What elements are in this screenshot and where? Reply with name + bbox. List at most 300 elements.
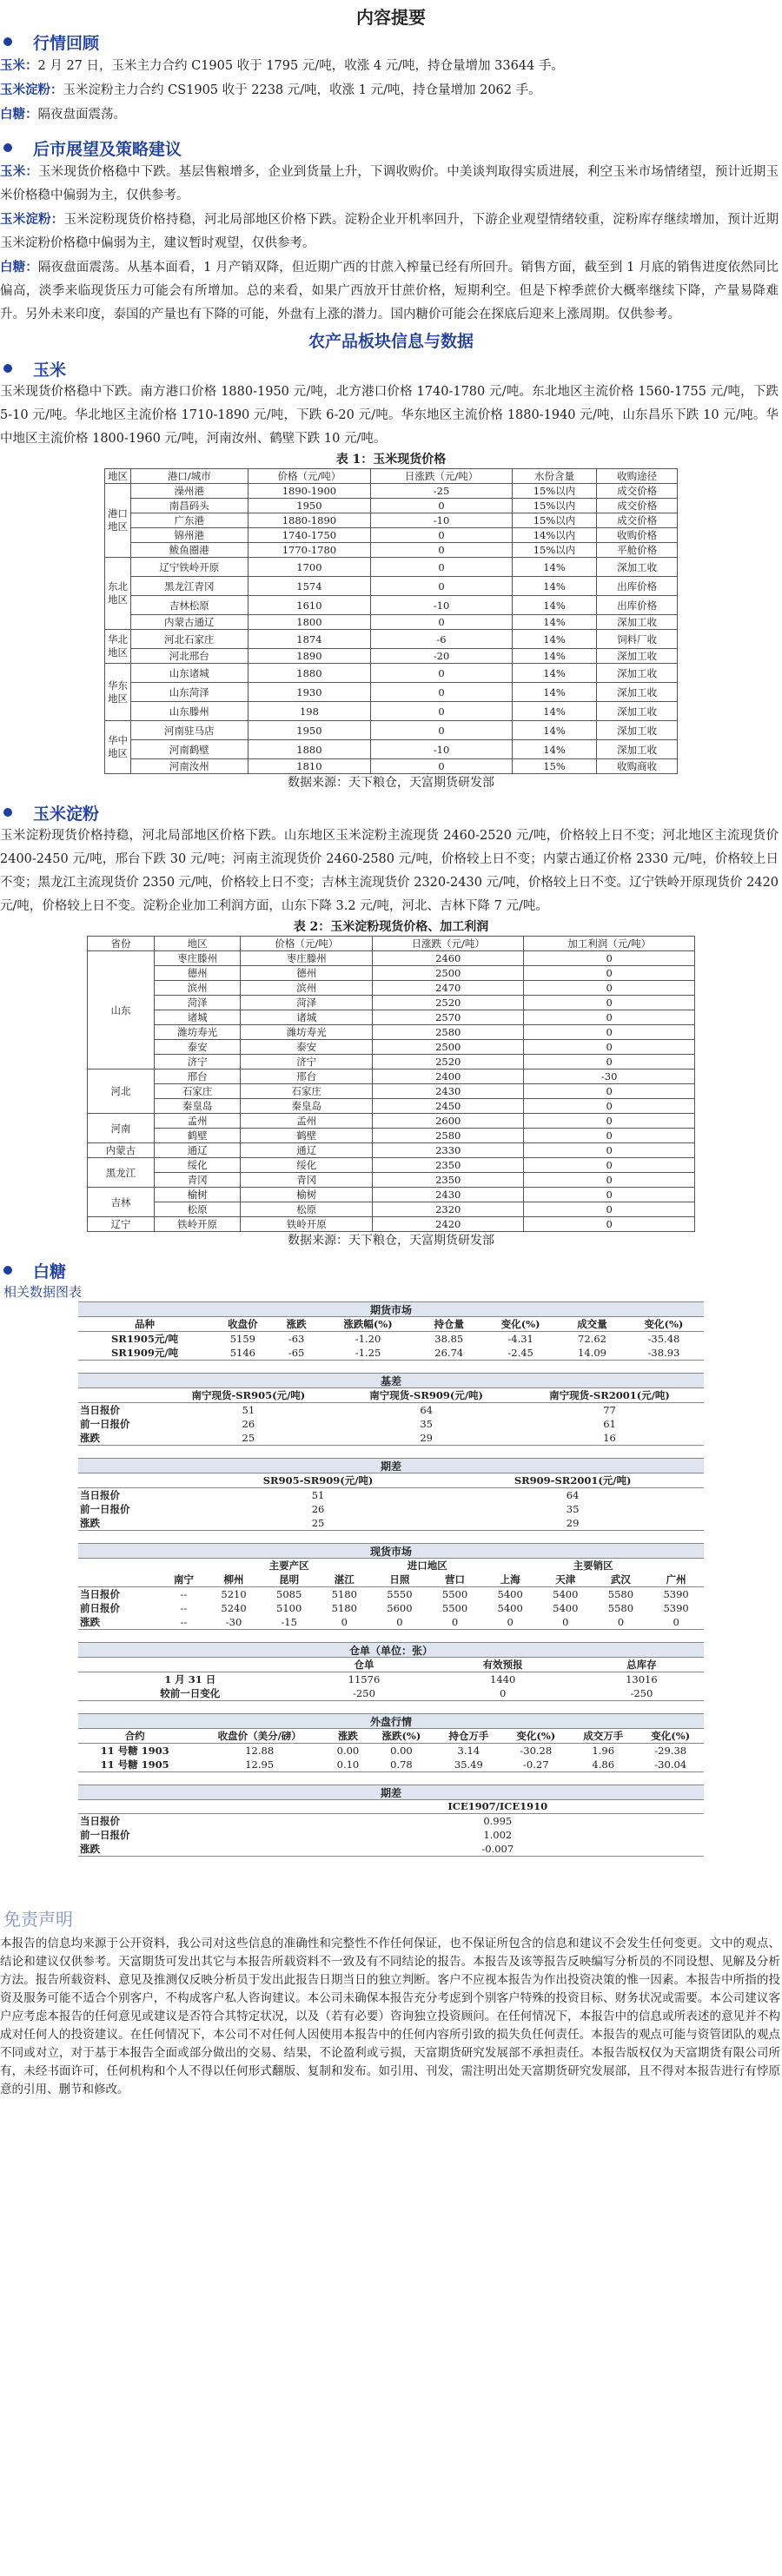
- block-gap: [0, 1446, 782, 1458]
- table-cell: 成交价格: [597, 499, 678, 513]
- table-cell: 泰安: [154, 1040, 240, 1055]
- block-cell: 4.86: [569, 1758, 637, 1772]
- block-cell: -63: [288, 1333, 305, 1345]
- table-cell: 深加工收: [597, 740, 678, 759]
- table-cell: -6: [371, 630, 513, 649]
- row-label: 1 月 31 日: [164, 1673, 216, 1685]
- corn-text: 玉米现货价格稳中下跌。南方港口价格 1880-1950 元/吨，北方港口价格 1740-1780 元/吨。东北地区主流价格 1560-1755 元/吨，下跌 5-10 元/吨。华北地区主流价格 1710-1890 元/吨，下跌 6-20 元/吨。华东地区主流价格 1880-1940 元/吨，山东昌乐下跌 10 元/吨。华中地区主流价格 1800-1960 元/吨，河南汝州、鹤壁下跌 10 元/吨。: [0, 385, 779, 446]
- table-row: [88, 1055, 695, 1069]
- block-cell: -35.48: [647, 1333, 680, 1345]
- table-cell: 深加工收: [597, 664, 678, 683]
- block-cell: 5500: [441, 1588, 468, 1600]
- block-cell: 5400: [497, 1588, 523, 1600]
- disclaimer-title: 免责声明: [3, 1908, 73, 1930]
- table-row: [88, 996, 695, 1010]
- block-cell: -30.04: [637, 1758, 704, 1772]
- row-label: 11 号糖 1905: [78, 1758, 191, 1772]
- column-header: 变化(%): [637, 1729, 704, 1744]
- block-cell: 0.00: [390, 1745, 413, 1757]
- row-label: 前日报价: [80, 1602, 120, 1614]
- column-header: 收盘价: [211, 1317, 275, 1332]
- table-cell: 0: [371, 721, 513, 740]
- paragraph-text: 隔夜盘面震荡。从基本面看，1 月产销双降，但近期广西的甘蔗入榨量已经有所回升。销售方面，截至到 1 月底的销售进度依然同比偏高，淡季来临现货压力可能会有所增加。总的来看，如果广西放开甘蔗价格，短期利空。但是下榨季蔗价大概率继续下降，产量易降难升。另外未来印度，泰国的产量也有下降的可能，外盘有上涨的潜力。国内糖价可能会在探底后迎来上涨周期。仅供参考。: [0, 261, 779, 321]
- table-cell: 南昌码头: [131, 499, 249, 513]
- table-cell: 0: [524, 1055, 695, 1069]
- column-header: 昆明: [262, 1573, 317, 1587]
- column-header: 水份含量: [512, 469, 596, 484]
- block-cell: 0: [648, 1615, 704, 1630]
- table-cell: 深加工收: [597, 683, 678, 702]
- column-header: [78, 1473, 195, 1488]
- block-cell: 0.00: [336, 1745, 360, 1757]
- table-cell: 0: [524, 996, 695, 1010]
- table-cell: 平舱价格: [597, 543, 678, 558]
- table-cell: 14%: [512, 577, 596, 596]
- block-title: 现货市场: [78, 1543, 704, 1559]
- table-cell: 山东滕州: [131, 702, 249, 721]
- row-label: 涨跌: [78, 1516, 195, 1531]
- block-gap: [0, 1361, 782, 1373]
- summary-paragraph: [0, 78, 782, 103]
- table-row: [105, 615, 678, 630]
- block-cell: 5180: [331, 1602, 357, 1614]
- table-header-row: [88, 937, 695, 951]
- table-cell: 铁岭开原: [241, 1217, 373, 1232]
- table-cell: 14%: [512, 683, 596, 702]
- starch-text: 玉米淀粉现货价格持稳，河北局部地区价格下跌。山东地区玉米淀粉主流现货 2460-2520 元/吨，价格较上日不变；河北地区主流现货价 2400-2450 元/吨，邢台下跌 30 元/吨；河南主流现货价 2460-2580 元/吨，价格较上日不变；内蒙古通辽价格 2330 元/吨，价格较上日不变；黑龙江主流现货价 2350 元/吨，价格较上日不变；吉林主流现货价 2320-2430 元/吨，价格较上日不变。辽宁铁岭开原现货价 2420 元/吨，价格较上日不变。淀粉企业加工利润方面，山东下降 3.2 元/吨，河北、吉林下降 7 元/吨。: [0, 829, 779, 913]
- bullet-icon: [3, 37, 12, 46]
- block-cell: 5159: [229, 1333, 255, 1345]
- section-heading: 玉米淀粉: [33, 804, 100, 824]
- table-cell: 内蒙古通辽: [131, 615, 249, 630]
- table-cell: 0: [524, 1084, 695, 1099]
- column-header: 有效预报: [427, 1658, 580, 1672]
- table-row: [88, 1025, 695, 1040]
- block-row: [78, 1346, 704, 1361]
- block-row: [78, 1601, 704, 1615]
- table-cell: 0: [371, 702, 513, 721]
- block-cell: 1.002: [483, 1828, 513, 1841]
- column-header: 持仓万手: [434, 1729, 502, 1744]
- table-cell: 出库价格: [597, 577, 678, 596]
- table-cell: 诸城: [154, 1010, 240, 1025]
- block-cell: 5580: [607, 1602, 634, 1614]
- paragraph-label: 玉米淀粉：: [0, 212, 64, 227]
- section-outlook: [0, 136, 782, 160]
- column-header: 日照: [372, 1573, 427, 1587]
- table-cell: 成交价格: [597, 513, 678, 528]
- block-cell: 5400: [497, 1602, 523, 1614]
- column-header: 变化(%): [503, 1729, 570, 1744]
- block-cell: --: [180, 1588, 188, 1600]
- table-cell: 2350: [373, 1158, 524, 1173]
- row-label: 前一日报价: [80, 1418, 130, 1430]
- block-cell: -250: [580, 1686, 704, 1701]
- table-cell: 0: [524, 951, 695, 966]
- column-header: 持仓量: [417, 1317, 480, 1332]
- column-header: 加工利润（元/吨）: [524, 937, 695, 951]
- block-cell: 5180: [331, 1588, 357, 1600]
- block-row: [78, 1488, 704, 1503]
- block-table: [78, 1388, 704, 1446]
- block-row: [78, 1587, 704, 1602]
- page-title: 内容提要: [356, 7, 426, 28]
- table-cell: 1740-1750: [248, 528, 371, 543]
- table-cell: 2420: [373, 1217, 524, 1232]
- province-cell: 河南: [88, 1114, 155, 1143]
- table-cell: 绥化: [154, 1158, 240, 1173]
- block-cell: 5100: [276, 1602, 302, 1614]
- table-cell: 潍坊寿光: [241, 1025, 373, 1040]
- table-cell: 枣庄滕州: [154, 951, 240, 966]
- table-cell: 2450: [373, 1099, 524, 1114]
- table-cell: 0: [524, 1099, 695, 1114]
- table-cell: 2600: [373, 1114, 524, 1129]
- table-cell: 0: [524, 981, 695, 996]
- column-header: 日涨跌（元/吨）: [371, 469, 513, 484]
- table-cell: 1890: [248, 649, 371, 664]
- table-cell: 1574: [248, 577, 371, 596]
- table-cell: 榆树: [154, 1188, 240, 1202]
- column-header: 南宁现货-SR905(元/吨): [159, 1388, 337, 1403]
- table-cell: 1880: [248, 664, 371, 683]
- bullet-icon: [3, 1266, 12, 1275]
- column-header: 柳州: [206, 1573, 262, 1587]
- block-row: [78, 1744, 704, 1758]
- column-header: 品种: [78, 1317, 211, 1332]
- table-header-row: [105, 469, 678, 484]
- column-header: 成交万手: [569, 1729, 637, 1744]
- paragraph-text: 隔夜盘面震荡。: [37, 108, 126, 122]
- corn-source: 数据来源：天下粮仓，天富期货研发部: [288, 776, 494, 790]
- table-cell: 14%: [512, 615, 596, 630]
- block-cell: 51: [242, 1404, 255, 1416]
- table-cell: 1880: [248, 740, 371, 759]
- block-cell: -2.45: [480, 1346, 560, 1361]
- column-header: 收购途径: [597, 469, 678, 484]
- row-label: 前一日报价: [80, 1503, 130, 1515]
- table-cell: 1950: [248, 721, 371, 740]
- table-cell: 1890-1900: [248, 484, 371, 499]
- table-cell: 深加工收: [597, 649, 678, 664]
- sugar-block-spread: [78, 1458, 704, 1531]
- table-cell: 0: [524, 1173, 695, 1188]
- block-table: [78, 1473, 704, 1531]
- paragraph-text: 玉米现货价格稳中下跌。基层售粮增多，企业到货量上升，下调收购价。中美谈判取得实质进展，利空玉米市场情绪望，预计近期玉米价格稳中偏弱为主，仅供参考。: [0, 165, 779, 202]
- column-header: 成交量: [560, 1317, 624, 1332]
- section-heading: 白糖: [33, 1262, 67, 1281]
- summary-paragraph: [0, 255, 782, 327]
- column-header: 日涨跌（元/吨）: [373, 937, 524, 951]
- block-title: 期差: [78, 1785, 704, 1800]
- row-label: 当日报价: [80, 1814, 120, 1827]
- block-cell: 5085: [276, 1588, 302, 1600]
- table-row: [105, 596, 678, 615]
- table-cell: 锦州港: [131, 528, 249, 543]
- table-cell: 榆树: [241, 1188, 373, 1202]
- block-cell: 5580: [607, 1588, 634, 1600]
- paragraph-text: 玉米淀粉现货价格持稳，河北局部地区价格下跌。淀粉企业开机率回升，下游企业观望情绪较重，淀粉库存继续增加，预计近期玉米淀粉价格稳中偏弱为主，建议暂时观望，仅供参考。: [0, 213, 779, 250]
- table-row: [88, 1158, 695, 1173]
- column-header: 南宁现货-SR2001(元/吨): [515, 1388, 704, 1403]
- column-header: 收盘价（美分/磅）: [191, 1729, 328, 1744]
- table-cell: 出库价格: [597, 596, 678, 615]
- row-label: 涨跌: [78, 1842, 292, 1857]
- table-cell: 滨州: [241, 981, 373, 996]
- table-cell: 菏泽: [241, 996, 373, 1010]
- column-header: 天津: [538, 1573, 593, 1587]
- table-cell: -30: [524, 1069, 695, 1084]
- table-cell: 15%以内: [512, 543, 596, 558]
- table-row: [105, 513, 678, 528]
- table-row: [88, 1114, 695, 1129]
- row-label: SR1905元/吨: [110, 1333, 179, 1345]
- block-cell: --: [162, 1615, 207, 1630]
- table-cell: 2460: [373, 951, 524, 966]
- block-header-row: [78, 1388, 704, 1403]
- table-cell: 石家庄: [154, 1084, 240, 1099]
- column-header: 武汉: [593, 1573, 649, 1587]
- table-cell: 通辽: [154, 1143, 240, 1158]
- paragraph-label: 白糖：: [0, 107, 38, 122]
- table-cell: 滨州: [154, 981, 240, 996]
- block-cell: 26: [242, 1418, 255, 1430]
- block-cell: -0.007: [292, 1842, 704, 1857]
- table-cell: 0: [371, 558, 513, 577]
- table-cell: 0: [524, 1040, 695, 1055]
- table-cell: 收购价格: [597, 528, 678, 543]
- block-cell: 14.09: [560, 1346, 624, 1361]
- column-header: [78, 1800, 292, 1813]
- row-label: SR1909元/吨: [78, 1346, 211, 1361]
- block-header-row: [78, 1317, 704, 1332]
- table-cell: 山东诸城: [131, 664, 249, 683]
- block-cell: 5600: [387, 1602, 413, 1614]
- block-cell: 5210: [221, 1588, 247, 1600]
- block-title: 仓单（单位：张）: [78, 1642, 704, 1658]
- table-row: [105, 499, 678, 513]
- table-row: [88, 1129, 695, 1143]
- block-cell: 0: [427, 1615, 483, 1630]
- group-header: 主要产区: [268, 1560, 309, 1572]
- table-cell: 14%: [512, 740, 596, 759]
- column-header: 价格（元/吨）: [241, 937, 373, 951]
- table-cell: 2500: [373, 1040, 524, 1055]
- table-cell: 松原: [154, 1202, 240, 1217]
- corn-table-caption: 表 1：玉米现货价格: [335, 453, 447, 467]
- block-cell: 0: [538, 1615, 593, 1630]
- group-header: 进口地区: [407, 1560, 447, 1572]
- summary-paragraph: [0, 160, 782, 208]
- table-cell: 14%: [512, 558, 596, 577]
- bullet-icon: [3, 143, 12, 152]
- table-row: [105, 759, 678, 774]
- row-label: 涨跌: [78, 1615, 162, 1630]
- table-row: [88, 981, 695, 996]
- table-row: [88, 1069, 695, 1084]
- block-cell: 12.95: [191, 1758, 328, 1772]
- table-cell: 1700: [248, 558, 371, 577]
- summary-paragraph: [0, 208, 782, 255]
- block-row: [78, 1615, 704, 1630]
- outlook-content: [0, 160, 782, 327]
- center-title: 农产品板块信息与数据: [308, 332, 474, 351]
- group-header-row: [78, 1559, 704, 1573]
- section-heading: 玉米: [33, 360, 67, 380]
- block-cell: 13016: [626, 1673, 658, 1685]
- block-cell: 29: [441, 1516, 704, 1531]
- block-row: [78, 1672, 704, 1687]
- table-row: [105, 543, 678, 558]
- block-row: [78, 1431, 704, 1446]
- sugar-data-blocks: [0, 1301, 782, 1869]
- bullet-icon: [3, 808, 12, 817]
- block-title: 基差: [78, 1373, 704, 1388]
- table-cell: -10: [371, 513, 513, 528]
- block-gap: [0, 1630, 782, 1642]
- table-cell: 0: [524, 1202, 695, 1217]
- row-label: 当日报价: [80, 1489, 120, 1501]
- disclaimer-text: 本报告的信息均来源于公开资料，我公司对这些信息的准确性和完整性不作任何保证，也不保证所包含的信息和建议不会发生任何变更。文中的观点、结论和建议仅供参考。天富期货可发出其它与本报告所载资料不一致及有不同结论的报告。本报告及该等报告反映编写分析员的不同设想、见解及分析方法。报告所载资料、意见及推测仅反映分析员于发出此报告日期当日的独立判断。客户不应视本报告为作出投资决策的惟一因素。本报告中所指的投资及服务可能不适合个别客户，不构成客户私人咨询建议。本公司未确保本报告充分考虑到个别客户特殊的投资目标、财务状况或需要。本公司建议客户应考虑本报告的任何意见或建议是否符合其特定状况，以及（若有必要）咨询独立投资顾问。在任何情况下，本报告中的信息或所表述的意见并不构成对任何人的投资建议。在任何情况下，本公司不对任何人因使用本报告中的任何内容所引致的损失负任何责任。本报告的观点可能与资管团队的观点不同或对立，对于基于本报告全面或部分做出的交易、结果，不论盈利或亏损，天富期货研究发展部不承担责任。本报告版权仅为天富期货有限公司所有，未经书面许可，任何机构和个人不得以任何形式翻版、复制和发布。如引用、刊发，需注明出处天富期货研究发展部，且不得对本报告进行有悖原意的引用、删节和修改。: [0, 1936, 780, 2096]
- block-cell: -1.25: [319, 1346, 418, 1361]
- table-cell: 1610: [248, 596, 371, 615]
- block-table: [78, 1800, 704, 1857]
- block-cell: -29.38: [654, 1745, 687, 1757]
- section-starch: [0, 800, 782, 824]
- column-header: [78, 1388, 159, 1403]
- sugar-block-spot: [78, 1543, 704, 1630]
- block-cell: 1.96: [592, 1745, 615, 1757]
- paragraph-text: 玉米淀粉主力合约 CS1905 收于 2238 元/吨，收涨 1 元/吨，持仓量增加 2062 手。: [63, 83, 541, 97]
- table-cell: 0: [371, 759, 513, 774]
- block-table: [78, 1658, 704, 1701]
- block-cell: 0.78: [368, 1758, 435, 1772]
- paragraph-label: 玉米淀粉：: [0, 83, 63, 97]
- province-cell: 内蒙古: [88, 1143, 155, 1158]
- block-cell: 35: [420, 1418, 433, 1430]
- table-cell: -25: [371, 484, 513, 499]
- block-gap: [0, 1531, 782, 1543]
- empty-cell: [78, 1559, 206, 1573]
- table-cell: 0: [371, 683, 513, 702]
- block-cell: -0.27: [503, 1758, 570, 1772]
- table-row: [105, 740, 678, 759]
- table-cell: 孟州: [241, 1114, 373, 1129]
- table-cell: -10: [371, 740, 513, 759]
- table-cell: 14%: [512, 596, 596, 615]
- table-row: [88, 1188, 695, 1202]
- paragraph-label: 白糖：: [0, 260, 38, 275]
- block-cell: 0: [482, 1615, 538, 1630]
- table-cell: 1770-1780: [248, 543, 371, 558]
- table-cell: 深加工收: [597, 702, 678, 721]
- column-header: [78, 1573, 162, 1587]
- sugar-block-ext: [78, 1713, 704, 1772]
- column-header: 地区: [105, 469, 131, 484]
- table-cell: 通辽: [241, 1143, 373, 1158]
- table-cell: 2430: [373, 1084, 524, 1099]
- table-cell: 0: [524, 1143, 695, 1158]
- table-cell: 河北石家庄: [131, 630, 249, 649]
- table-cell: 2580: [373, 1129, 524, 1143]
- table-cell: 秦皇岛: [241, 1099, 373, 1114]
- table-row: [88, 1040, 695, 1055]
- market-review-content: [0, 54, 782, 127]
- block-row: [78, 1686, 704, 1701]
- table-cell: 0: [524, 1217, 695, 1232]
- table-cell: -20: [371, 649, 513, 664]
- table-cell: 青冈: [241, 1173, 373, 1188]
- table-row: [105, 649, 678, 664]
- table-row: [88, 1099, 695, 1114]
- block-title: 期货市场: [78, 1301, 704, 1317]
- block-cell: 5390: [663, 1602, 689, 1614]
- block-cell: -38.93: [624, 1346, 704, 1361]
- table-cell: 饲料厂收: [597, 630, 678, 649]
- block-title: 外盘行情: [78, 1713, 704, 1729]
- column-header: 涨跌幅(%): [319, 1317, 418, 1332]
- table-cell: 铁岭开原: [154, 1217, 240, 1232]
- block-row: [78, 1417, 704, 1431]
- table-row: [88, 1202, 695, 1217]
- block-cell: 5400: [553, 1602, 579, 1614]
- table-row: [105, 630, 678, 649]
- block-cell: 38.85: [434, 1333, 464, 1345]
- table-cell: 0: [371, 528, 513, 543]
- table-cell: 收购商收: [597, 759, 678, 774]
- block-cell: 51: [311, 1489, 325, 1501]
- block-header-row: [78, 1573, 704, 1587]
- table-row: [88, 1173, 695, 1188]
- column-header: 上海: [482, 1573, 538, 1587]
- section-corn: [0, 356, 782, 381]
- block-row: [78, 1403, 704, 1418]
- table-row: [88, 1143, 695, 1158]
- table-cell: 2520: [373, 1055, 524, 1069]
- block-cell: 29: [337, 1431, 515, 1446]
- table-cell: 2350: [373, 1173, 524, 1188]
- block-cell: 12.88: [245, 1745, 275, 1757]
- block-row: [78, 1828, 704, 1842]
- table-cell: -10: [371, 596, 513, 615]
- table-cell: 德州: [241, 966, 373, 981]
- block-row: [78, 1842, 704, 1857]
- province-cell: 黑龙江: [88, 1158, 155, 1188]
- table-cell: 0: [371, 664, 513, 683]
- block-cell: 0: [316, 1615, 372, 1630]
- table-cell: 成交价格: [597, 484, 678, 499]
- block-cell: 5500: [441, 1602, 468, 1614]
- table-cell: 2520: [373, 996, 524, 1010]
- table-cell: 15%: [512, 759, 596, 774]
- table-cell: 诸城: [241, 1010, 373, 1025]
- summary-paragraph: [0, 103, 782, 127]
- block-cell: 25: [159, 1431, 337, 1446]
- table-cell: 0: [524, 1025, 695, 1040]
- table-row: [105, 558, 678, 577]
- table-cell: 孟州: [154, 1114, 240, 1129]
- table-cell: 泰安: [241, 1040, 373, 1055]
- table-row: [88, 1084, 695, 1099]
- table-cell: 2330: [373, 1143, 524, 1158]
- table-cell: 山东菏泽: [131, 683, 249, 702]
- starch-price-table: [87, 936, 695, 1232]
- block-cell: -65: [275, 1346, 319, 1361]
- column-header: 省份: [88, 937, 155, 951]
- table-cell: 1800: [248, 615, 371, 630]
- row-label: 当日报价: [80, 1404, 120, 1416]
- table-cell: 2500: [373, 966, 524, 981]
